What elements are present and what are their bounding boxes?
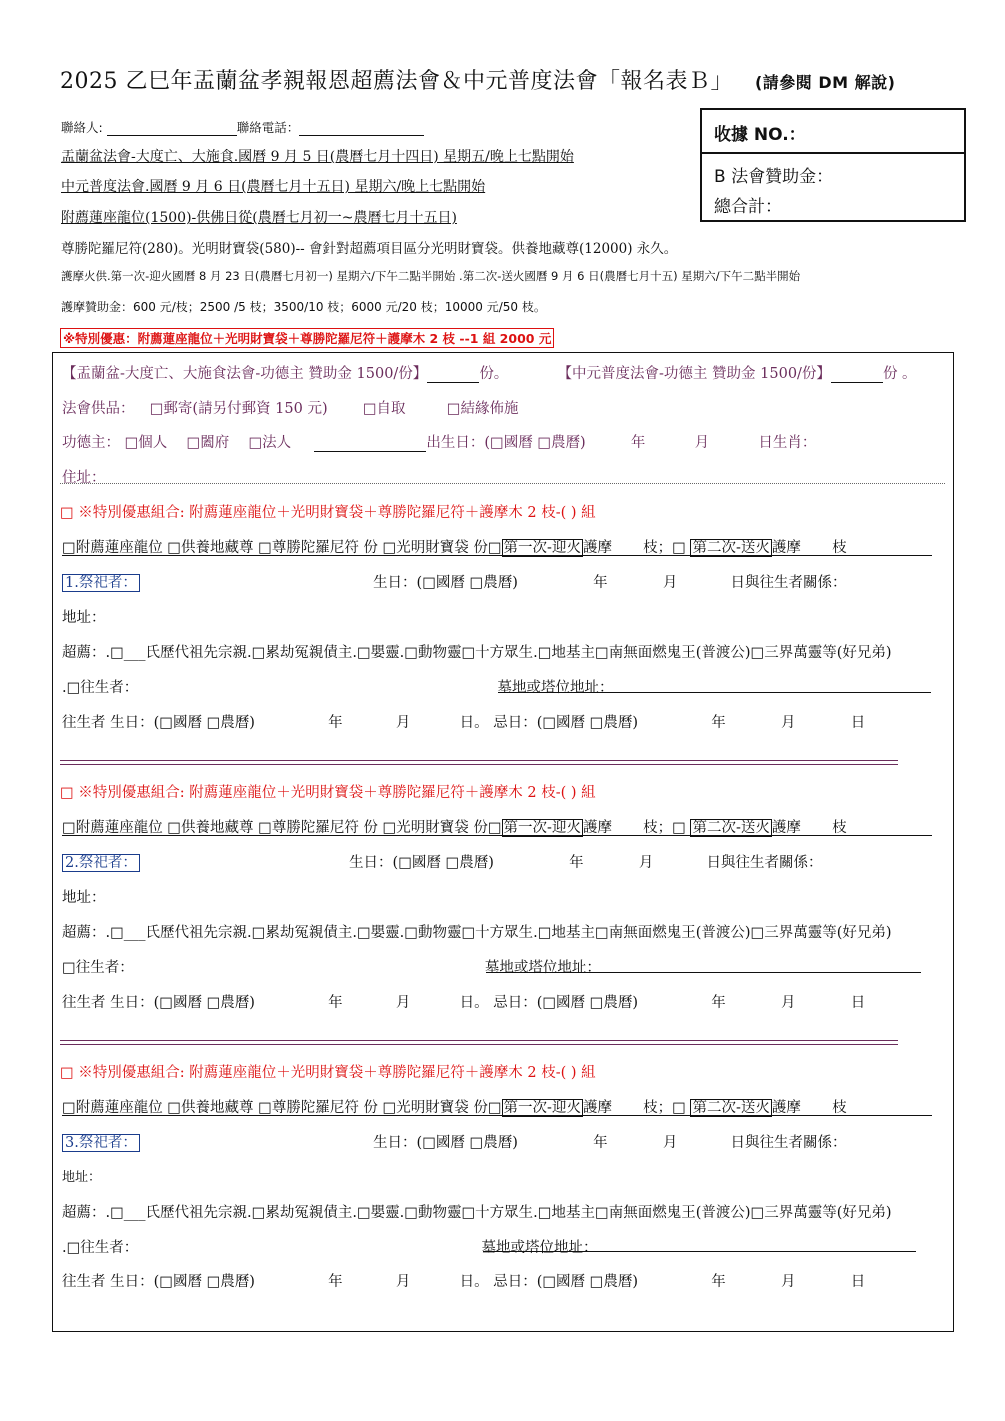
contact-line bbox=[61, 118, 424, 136]
section-2-worshipper-row bbox=[62, 851, 823, 872]
section-1-death-year: 年 bbox=[711, 715, 726, 731]
section-1-goma-label: 護摩 bbox=[582, 540, 612, 556]
section-2-address-label: 地址： bbox=[62, 890, 106, 906]
section-3-grave-line bbox=[483, 1251, 916, 1252]
section-2-deceased-checkbox[interactable]: □往生者： bbox=[62, 960, 134, 976]
offering-donate-checkbox[interactable]: □結緣佈施 bbox=[446, 401, 519, 417]
section-3-items-underline bbox=[62, 1115, 932, 1116]
section-1-combo-checkbox[interactable]: □ ※特別優惠組合: 附薦蓮座龍位＋光明財寶袋＋尊勝陀羅尼符＋護摩木 2 枝-( ) 組 bbox=[60, 505, 596, 521]
section-2-d-month: 月 bbox=[395, 995, 411, 1011]
section-2-year-label: 年 bbox=[569, 855, 584, 871]
sponsor-row bbox=[62, 362, 917, 383]
section-1-second-fire: 第二次-送火 bbox=[692, 540, 770, 556]
section-2-goma-label: 護摩 bbox=[582, 820, 612, 836]
merit-individual-checkbox[interactable]: □個人 bbox=[124, 435, 168, 451]
section-1-items-row bbox=[62, 536, 847, 557]
section-1-d-day: 日。 bbox=[459, 715, 489, 731]
section-1-branch-sep: 枝；□ bbox=[643, 540, 686, 556]
merit-address-label: 住址： bbox=[62, 470, 106, 486]
section-1-goma-label-2: 護摩 bbox=[771, 540, 801, 556]
section-1-deceased-birth-label: 往生者 生日：(□國曆 □農曆) bbox=[62, 715, 255, 731]
section-1-death-label: 忌日：(□國曆 □農曆) bbox=[493, 715, 639, 731]
section-1-dates-row bbox=[62, 711, 865, 732]
section-2-second-fire: 第二次-送火 bbox=[692, 820, 770, 836]
notice-zhongyuan: 中元普度法會.國曆 9 月 6 日(農曆七月十五日) 星期六/晚上七點開始 bbox=[61, 179, 486, 195]
merit-year-label: 年 bbox=[630, 435, 646, 451]
section-1-divider bbox=[60, 760, 898, 765]
section-2-worshipper-label: 2.祭祀者： bbox=[62, 854, 140, 872]
merit-name-field[interactable] bbox=[314, 437, 426, 452]
address-dotted-line bbox=[60, 483, 945, 484]
section-3-items[interactable]: □附薦蓮座龍位 □供養地藏尊 □尊勝陀羅尼符 份 □光明財寶袋 份□ bbox=[62, 1100, 502, 1116]
section-3-combo-checkbox[interactable]: □ ※特別優惠組合: 附薦蓮座龍位＋光明財寶袋＋尊勝陀羅尼符＋護摩木 2 枝-( ) 組 bbox=[60, 1065, 596, 1081]
section-3-deceased-prefix: . bbox=[62, 1240, 67, 1256]
section-1-month-label: 月 bbox=[662, 575, 678, 591]
section-2-death-day: 日 bbox=[850, 995, 866, 1011]
special-offer-banner: ※特別優惠：附薦蓮座龍位＋光明財寶袋＋尊勝陀羅尼符＋護摩木 2 枝 --1 組 2000 元 bbox=[60, 328, 554, 348]
section-3-first-fire: 第一次-迎火 bbox=[503, 1100, 581, 1116]
form-title: 2025 乙巳年盂蘭盆孝親報恩超薦法會＆中元普度法會「報名表Ｂ」 bbox=[60, 69, 733, 94]
section-3-grave-label: 墓地或塔位地址： bbox=[481, 1240, 598, 1256]
notice-goma-fee: 護摩贊助金：600 元/枝；2500 /5 枝；3500/10 枝；6000 元/20 枝；10000 元/50 枝。 bbox=[61, 300, 546, 314]
merit-birth-label: 出生日：(□國曆 □農曆) bbox=[426, 435, 586, 451]
contact-person-label: 聯絡人: bbox=[61, 120, 103, 135]
receipt-box bbox=[700, 108, 966, 222]
receipt-fund-label: B 法會贊助金： bbox=[714, 167, 834, 187]
section-2-deliver-options[interactable]: 超薦：.□___氏歷代祖先宗親.□累劫冤親債主.□嬰靈.□動物靈□十方眾生.□地基主□南無面燃鬼王(普渡公)□三界萬靈等(好兄弟) bbox=[62, 925, 892, 941]
sponsor-ullambana-field[interactable] bbox=[427, 368, 479, 383]
section-2-branch-unit: 枝 bbox=[832, 820, 847, 836]
section-3-birth-label: 生日：(□國曆 □農曆) bbox=[373, 1135, 518, 1151]
section-2-deceased-row bbox=[62, 956, 601, 977]
contact-person-field[interactable] bbox=[107, 121, 237, 136]
section-2-birth-label: 生日：(□國曆 □農曆) bbox=[349, 855, 494, 871]
section-3-relation-label: 日與往生者關係： bbox=[730, 1135, 847, 1151]
section-2-items-underline bbox=[62, 835, 932, 836]
section-3-deceased-birth-label: 往生者 生日：(□國曆 □農曆) bbox=[62, 1274, 255, 1290]
section-2-items[interactable]: □附薦蓮座龍位 □供養地藏尊 □尊勝陀羅尼符 份 □光明財寶袋 份□ bbox=[62, 820, 502, 836]
section-1-worshipper-row bbox=[62, 571, 847, 592]
section-2-first-fire: 第一次-迎火 bbox=[503, 820, 581, 836]
title-note: (請參閱 DM 解說) bbox=[754, 73, 896, 92]
receipt-total-label: 總合計： bbox=[714, 197, 782, 217]
section-3-worshipper-label: 3.祭祀者： bbox=[62, 1134, 140, 1152]
section-2-death-label: 忌日：(□國曆 □農曆) bbox=[493, 995, 639, 1011]
section-1-first-fire: 第一次-迎火 bbox=[503, 540, 581, 556]
section-3-death-label: 忌日：(□國曆 □農曆) bbox=[493, 1274, 639, 1290]
section-3-d-year: 年 bbox=[328, 1274, 343, 1290]
section-2-grave-label: 墓地或塔位地址： bbox=[484, 960, 601, 976]
section-3-month-label: 月 bbox=[662, 1135, 678, 1151]
section-3-year-label: 年 bbox=[593, 1135, 608, 1151]
section-1-branch-unit: 枝 bbox=[832, 540, 847, 556]
section-3-death-year: 年 bbox=[711, 1274, 726, 1290]
sponsor-ullambana-unit: 份。 bbox=[479, 366, 509, 382]
section-2-relation-label: 日與往生者關係： bbox=[706, 855, 823, 871]
section-2-branch-sep: 枝；□ bbox=[643, 820, 686, 836]
section-2-goma-label-2: 護摩 bbox=[771, 820, 801, 836]
section-2-dates-row bbox=[62, 991, 865, 1012]
notice-lotus-seat: 附薦蓮座龍位(1500)-供佛日從(農曆七月初一~農曆七月十五日) bbox=[61, 210, 457, 226]
offering-pickup-checkbox[interactable]: □自取 bbox=[362, 401, 406, 417]
form-box bbox=[52, 352, 954, 1332]
section-1-d-month: 月 bbox=[395, 715, 411, 731]
section-1-year-label: 年 bbox=[593, 575, 608, 591]
section-2-items-row bbox=[62, 816, 847, 837]
receipt-no-label: 收據 NO.： bbox=[714, 125, 806, 145]
section-1-deceased-checkbox[interactable]: □往生者： bbox=[66, 680, 139, 696]
section-1-worshipper-label: 1.祭祀者： bbox=[62, 574, 140, 592]
section-1-deceased-row bbox=[62, 676, 614, 697]
section-3-goma-label: 護摩 bbox=[582, 1100, 612, 1116]
notice-goma: 護摩火供.第一次-迎火國曆 8 月 23 日(農曆七月初一) 星期六/下午二點半開始 .第二次-送火國曆 9 月 6 日(農曆七月十五) 星期六/下午二點半開始 bbox=[61, 269, 801, 283]
merit-zodiac-label: 日生肖： bbox=[758, 435, 817, 451]
merit-family-checkbox[interactable]: □闔府 bbox=[186, 435, 230, 451]
section-3-deliver-options[interactable]: 超薦：.□___氏歷代祖先宗親.□累劫冤親債主.□嬰靈.□動物靈□十方眾生.□地基主□南無面燃鬼王(普渡公)□三界萬靈等(好兄弟) bbox=[62, 1205, 892, 1221]
section-2-month-label: 月 bbox=[638, 855, 654, 871]
section-1-grave-line bbox=[498, 692, 931, 693]
section-3-second-fire: 第二次-送火 bbox=[692, 1100, 770, 1116]
sponsor-zhongyuan-unit: 份 。 bbox=[882, 366, 917, 382]
merit-row bbox=[62, 431, 816, 452]
section-1-grave-label: 墓地或塔位地址： bbox=[497, 680, 614, 696]
section-3-branch-sep: 枝；□ bbox=[643, 1100, 686, 1116]
sponsor-zhongyuan-label: 【中元普度法會-功德主 贊助金 1500/份】 bbox=[557, 366, 831, 382]
section-2-combo-checkbox[interactable]: □ ※特別優惠組合: 附薦蓮座龍位＋光明財寶袋＋尊勝陀羅尼符＋護摩木 2 枝-( ) 組 bbox=[60, 785, 596, 801]
section-2-d-day: 日。 bbox=[459, 995, 489, 1011]
contact-phone-label: 聯絡電話： bbox=[236, 120, 300, 135]
section-3-death-month: 月 bbox=[780, 1274, 796, 1290]
sponsor-zhongyuan-field[interactable] bbox=[831, 368, 883, 383]
offering-mail-checkbox[interactable]: □郵寄(請另付郵資 150 元) bbox=[149, 401, 328, 417]
contact-phone-field[interactable] bbox=[299, 121, 424, 136]
notice-ullambana: 盂蘭盆法會-大度亡、大施食.國曆 9 月 5 日(農曆七月十四日) 星期五/晚上七點開始 bbox=[61, 149, 574, 165]
receipt-divider bbox=[702, 152, 966, 154]
offering-row bbox=[62, 397, 518, 418]
section-1-deceased-prefix: . bbox=[62, 680, 67, 696]
section-2-death-month: 月 bbox=[780, 995, 796, 1011]
section-2-deceased-birth-label: 往生者 生日：(□國曆 □農曆) bbox=[62, 995, 255, 1011]
section-2-d-year: 年 bbox=[328, 995, 343, 1011]
section-3-deceased-checkbox[interactable]: □往生者： bbox=[66, 1240, 139, 1256]
section-1-items-underline bbox=[62, 555, 932, 556]
section-3-dates-row bbox=[62, 1270, 865, 1291]
section-3-worshipper-row bbox=[62, 1131, 847, 1152]
section-1-deliver-options[interactable]: 超薦：.□___氏歷代祖先宗親.□累劫冤親債主.□嬰靈.□動物靈□十方眾生.□地基主□南無面燃鬼王(普渡公)□三界萬靈等(好兄弟) bbox=[62, 645, 892, 661]
merit-month-label: 月 bbox=[694, 435, 710, 451]
notice-talisman: 尊勝陀羅尼符(280)。光明財寶袋(580)-- 會針對超薦項目區分光明財寶袋。供養地藏尊(12000) 永久。 bbox=[61, 241, 678, 257]
section-3-items-row bbox=[62, 1096, 847, 1117]
section-3-address-label: 地址： bbox=[62, 1170, 102, 1185]
section-3-goma-label-2: 護摩 bbox=[771, 1100, 801, 1116]
section-1-d-year: 年 bbox=[328, 715, 343, 731]
section-2-grave-line bbox=[486, 972, 921, 973]
section-2-death-year: 年 bbox=[711, 995, 726, 1011]
page-title bbox=[60, 64, 895, 95]
merit-label: 功德主： bbox=[62, 435, 120, 451]
section-1-items[interactable]: □附薦蓮座龍位 □供養地藏尊 □尊勝陀羅尼符 份 □光明財寶袋 份□ bbox=[62, 540, 502, 556]
section-1-death-day: 日 bbox=[850, 715, 866, 731]
section-3-death-day: 日 bbox=[850, 1274, 866, 1290]
section-1-death-month: 月 bbox=[780, 715, 796, 731]
section-1-relation-label: 日與往生者關係： bbox=[730, 575, 847, 591]
sponsor-ullambana-label: 【盂蘭盆-大度亡、大施食法會-功德主 贊助金 1500/份】 bbox=[62, 366, 428, 382]
section-1-birth-label: 生日：(□國曆 □農曆) bbox=[373, 575, 518, 591]
section-1-address-label: 地址： bbox=[62, 610, 106, 626]
merit-corporate-checkbox[interactable]: □法人 bbox=[248, 435, 292, 451]
section-3-d-month: 月 bbox=[395, 1274, 411, 1290]
section-3-d-day: 日。 bbox=[459, 1274, 489, 1290]
section-2-divider bbox=[60, 1040, 898, 1045]
section-3-deceased-row bbox=[62, 1236, 598, 1257]
offering-label: 法會供品： bbox=[62, 401, 135, 417]
section-3-branch-unit: 枝 bbox=[832, 1100, 847, 1116]
